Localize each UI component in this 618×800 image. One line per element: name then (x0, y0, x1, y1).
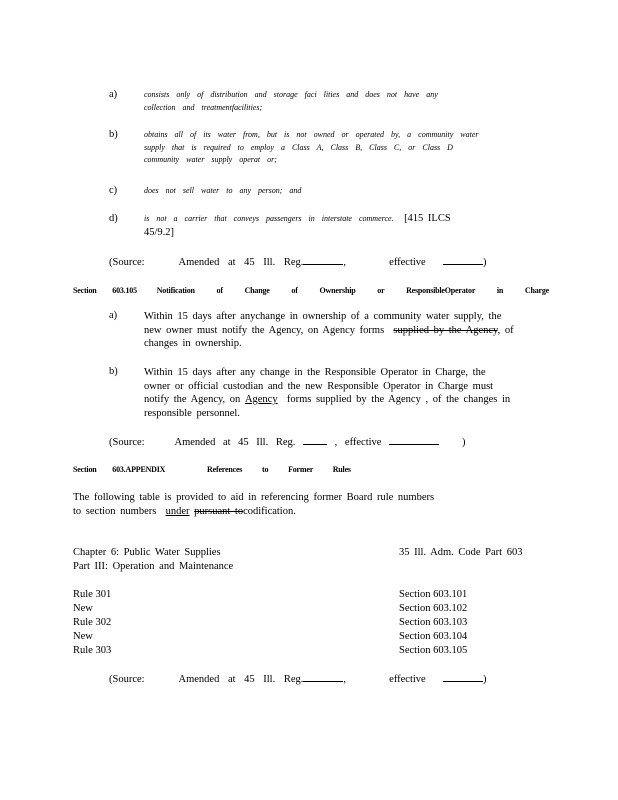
table-row: Rule 303 Section 603.105 (73, 645, 468, 656)
section-heading (73, 463, 351, 477)
blank-line (443, 255, 483, 265)
section-title: Notification of Change of Ownership or ResponsibleOperator in Charge (156, 286, 550, 295)
text-line: The following table is provided to aid in referencing former Board rule numbers (73, 492, 435, 503)
text-line: obtains all of its water from, but is not owned or operated by, a community water (144, 130, 479, 139)
text-line: supply that is required to employ a Class A, Class B, Class C, or Class D (144, 142, 453, 152)
underlined-text: Agency (244, 394, 278, 405)
text-line: community water supply operat or; (144, 155, 277, 164)
text-line: consists only of distribution and storage faci lities and does not have any (144, 90, 438, 99)
item-label: b) (109, 129, 118, 140)
underlined-text: under (165, 505, 190, 517)
text-line: owner or official custodian and the new Responsible Operator in Charge must (144, 380, 494, 392)
blank-line (303, 255, 343, 265)
text-line: Within 15 days after any change in the Responsible Operator in Charge, the (144, 367, 486, 378)
text-line: Within 15 days after anychange in ownership of a community water supply, the (144, 311, 502, 322)
section-number: Section 603.APPENDIX (73, 465, 166, 474)
appendix-intro: The following table is provided to aid in referencing former Board rule numbers to section numbers under pursuant tocodification. (73, 491, 553, 518)
citation: [415 ILCS (404, 213, 451, 224)
item-text (144, 185, 301, 198)
section-number: Section 603.105 (73, 286, 137, 295)
table-header: Chapter 6: Public Water Supplies 35 Ill. Adm. Code Part 603 (73, 547, 523, 558)
blank-line (443, 672, 483, 682)
text-line: collection and treatmentfacilities; (144, 102, 263, 112)
table-header: Part III: Operation and Maintenance (73, 561, 234, 572)
text-line: changes in ownership. (144, 338, 242, 349)
item-text (144, 212, 544, 239)
blank-line (303, 672, 343, 682)
table-row: New Section 603.102 (73, 603, 468, 614)
blank-line (389, 435, 439, 445)
item-label: b) (109, 366, 118, 377)
section-title: References to Former Rules (207, 465, 351, 474)
item-text (144, 89, 438, 114)
struck-text: pursuant to (194, 505, 244, 517)
table-row: Rule 301 Section 603.101 (73, 589, 468, 600)
item-label: d) (109, 213, 118, 224)
item-label: a) (109, 89, 118, 100)
item-label: c) (109, 185, 118, 196)
item-label: a) (109, 310, 118, 321)
source-note: (Source: Amended at 45 Ill. Reg. , effective ) (109, 257, 487, 268)
text-line: is not a carrier that conveys passengers in interstate commerce. (144, 214, 394, 223)
table-row: Rule 302 Section 603.103 (73, 617, 468, 628)
text-line: does not sell water to any person; and (144, 186, 302, 195)
item-text: Within 15 days after any change in the Responsible Operator in Charge, the owner or official custodian and the new Responsible Operator in Charge must notify the Agency, on Agency forms supplied by the Agency , of the changes in responsible personnel. (144, 366, 544, 420)
struck-text: supplied by the Agency (393, 324, 498, 336)
item-text (144, 129, 478, 167)
section-heading (73, 284, 549, 298)
text-line: 45/9.2] (144, 226, 175, 238)
item-text: Within 15 days after anychange in ownership of a community water supply, the new owner must notify the Agency, on Agency forms supplied by the Agency, of changes in ownership. (144, 310, 544, 351)
source-note: (Source: Amended at 45 Ill. Reg. , effective ) (109, 437, 466, 448)
blank-line (303, 435, 327, 445)
source-note: (Source: Amended at 45 Ill. Reg. , effective ) (109, 674, 487, 685)
table-row: New Section 603.104 (73, 631, 468, 642)
text-line: responsible personnel. (144, 407, 240, 419)
